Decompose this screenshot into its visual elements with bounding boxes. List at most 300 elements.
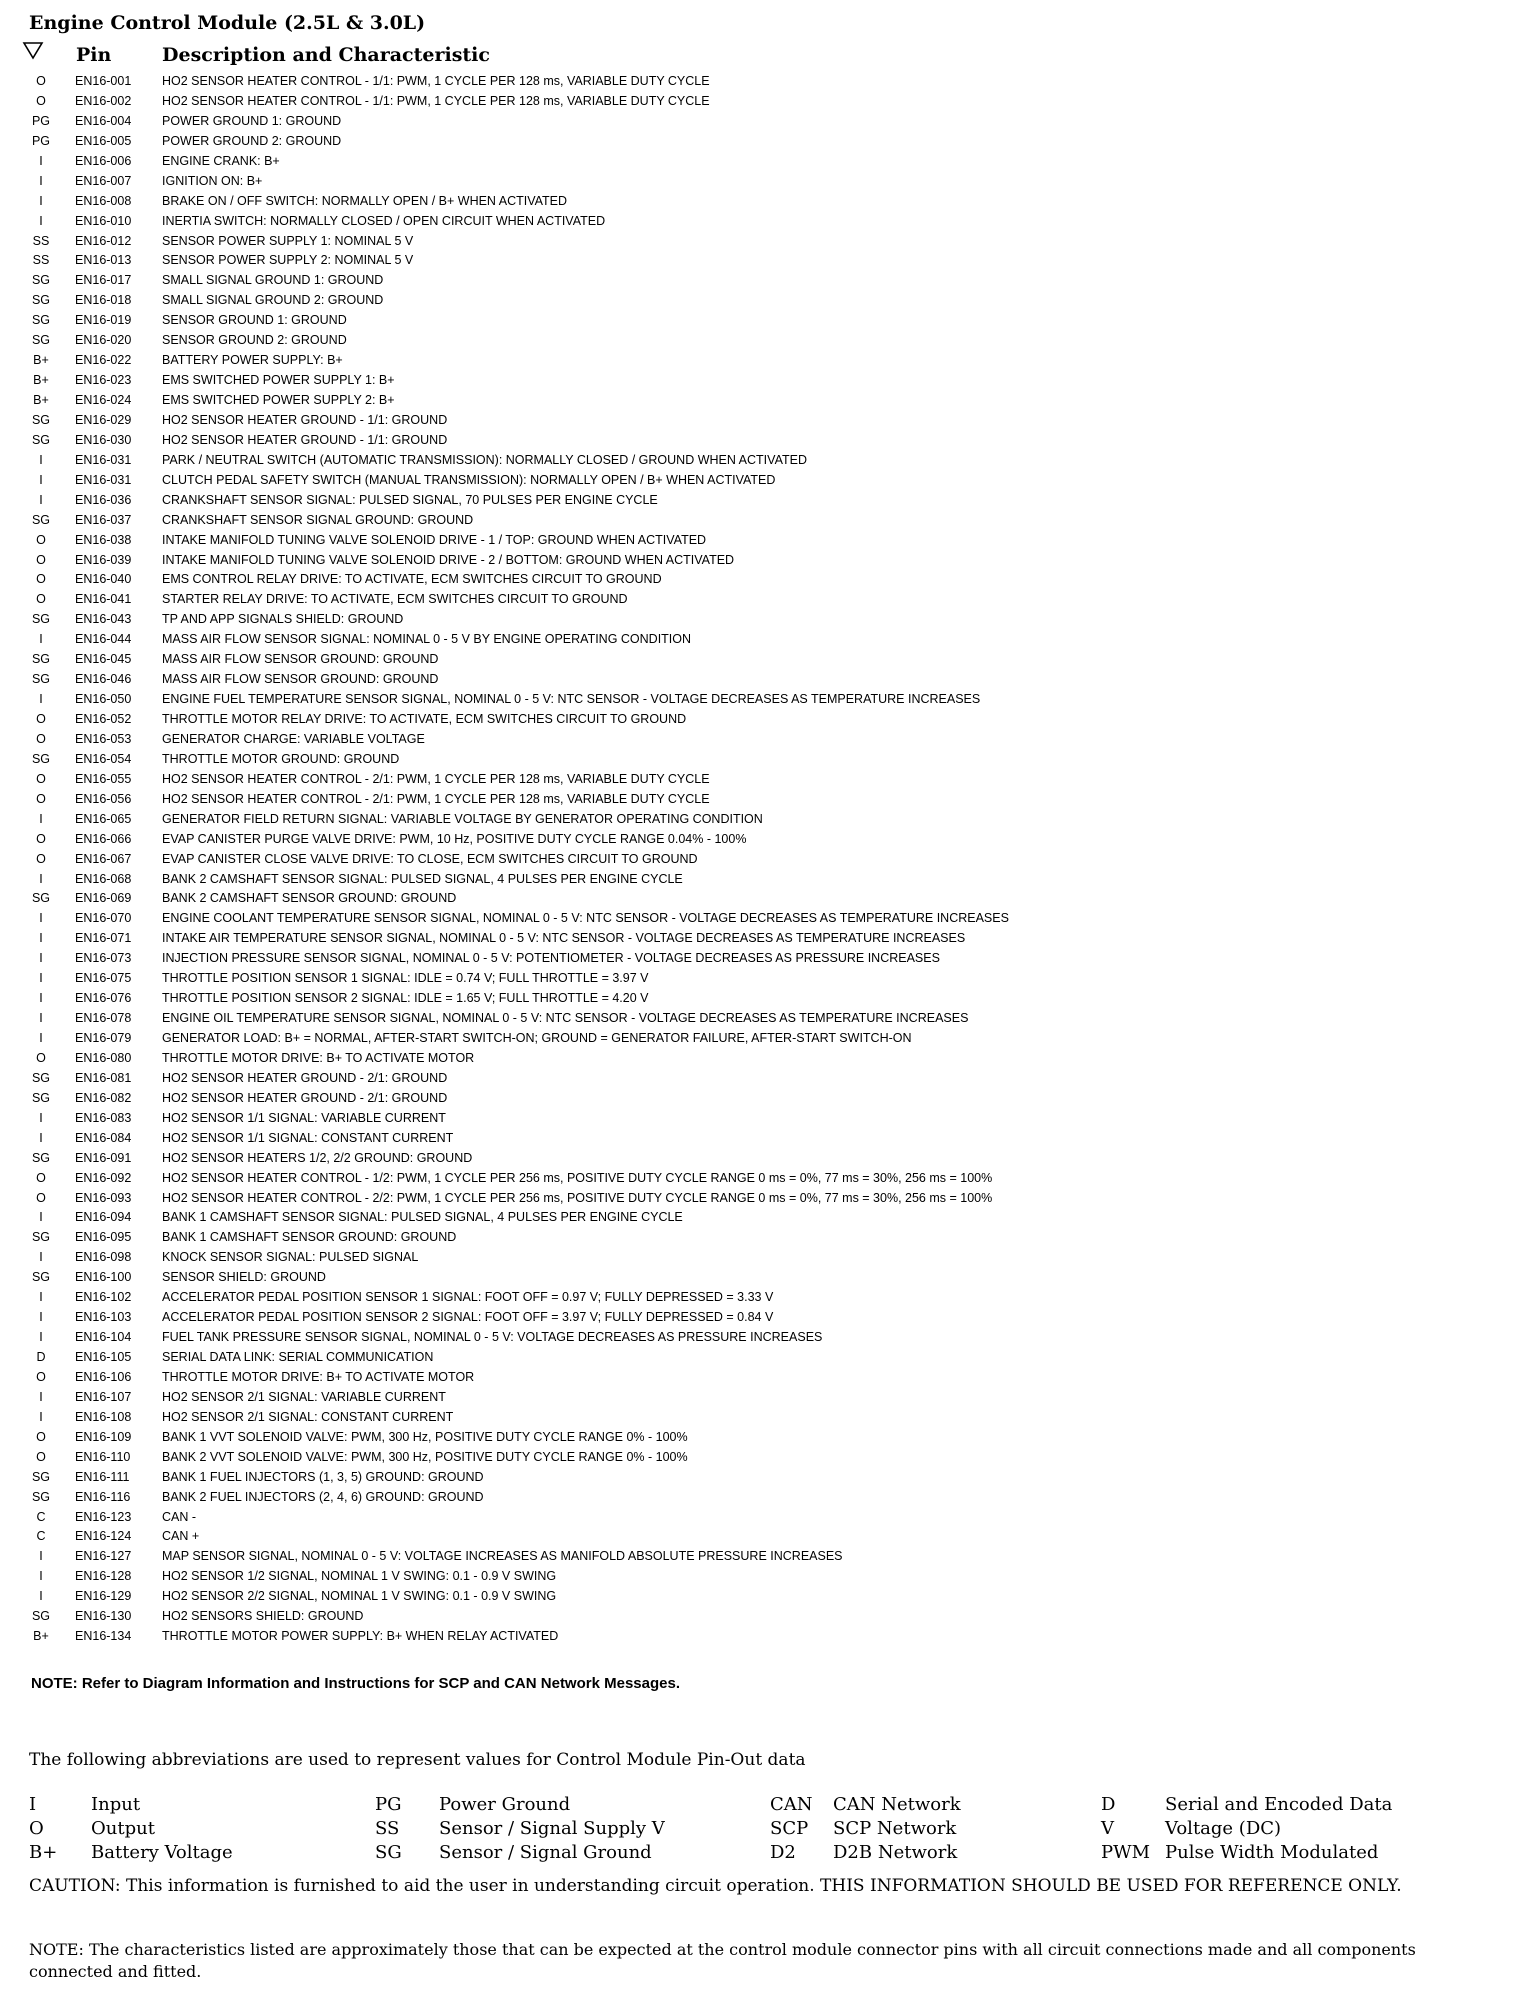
table-row xyxy=(0,1547,1520,1567)
pin-description: EVAP CANISTER PURGE VALVE DRIVE: PWM, 10 Hz, POSITIVE DUTY CYCLE RANGE 0.04% - 100% xyxy=(162,831,747,846)
table-row xyxy=(0,172,1520,192)
pin-number: EN16-031 xyxy=(75,472,132,487)
pin-type-code: B+ xyxy=(33,1629,49,1644)
pin-type-code: I xyxy=(39,1569,43,1584)
abbr-code: D xyxy=(1101,1794,1116,1815)
table-row xyxy=(0,1129,1520,1149)
pin-description: EVAP CANISTER CLOSE VALVE DRIVE: TO CLOSE, ECM SWITCHES CIRCUIT TO GROUND xyxy=(162,851,698,866)
pin-description: SENSOR POWER SUPPLY 2: NOMINAL 5 V xyxy=(162,253,414,268)
pin-type-code: I xyxy=(39,1549,43,1564)
pin-type-code: I xyxy=(39,632,43,647)
pin-type-code: I xyxy=(39,452,43,467)
table-row xyxy=(0,491,1520,511)
pin-number: EN16-017 xyxy=(75,273,132,288)
pin-type-code: I xyxy=(39,1389,43,1404)
pin-number: EN16-056 xyxy=(75,791,132,806)
pin-number: EN16-092 xyxy=(75,1170,132,1185)
abbr-meaning: Power Ground xyxy=(439,1794,571,1815)
table-row xyxy=(0,1567,1520,1587)
table-row xyxy=(0,92,1520,112)
pin-type-code: SG xyxy=(31,1150,51,1165)
pin-type-code: O xyxy=(36,1369,46,1384)
pin-description: HO2 SENSOR 2/1 SIGNAL: VARIABLE CURRENT xyxy=(162,1389,446,1404)
pin-type-code: O xyxy=(36,74,46,88)
abbr-code: D2 xyxy=(770,1842,796,1863)
pin-number: EN16-041 xyxy=(75,592,132,607)
pin-type-code: I xyxy=(39,1031,43,1045)
pin-description: HO2 SENSOR HEATERS 1/2, 2/2 GROUND: GROUND xyxy=(162,1150,473,1165)
pin-description: ENGINE FUEL TEMPERATURE SENSOR SIGNAL, NOMINAL 0 - 5 V: NTC SENSOR - VOLTAGE DECREASES AS TEMPERATURE INCREASES xyxy=(162,692,981,707)
pin-number: EN16-020 xyxy=(75,333,132,348)
pin-description: HO2 SENSOR HEATER GROUND - 1/1: GROUND xyxy=(162,412,448,427)
pin-description: INTAKE MANIFOLD TUNING VALVE SOLENOID DRIVE - 2 / BOTTOM: GROUND WHEN ACTIVATED xyxy=(162,552,735,567)
abbr-code: SS xyxy=(375,1818,400,1839)
table-row xyxy=(0,1228,1520,1248)
table-row xyxy=(0,750,1520,770)
table-row xyxy=(0,1428,1520,1448)
pin-number: EN16-128 xyxy=(75,1569,132,1584)
table-row xyxy=(0,570,1520,590)
pin-description: CAN + xyxy=(162,1529,200,1544)
pin-number: EN16-012 xyxy=(75,233,132,248)
pin-description: HO2 SENSOR 2/1 SIGNAL: CONSTANT CURRENT xyxy=(162,1409,454,1424)
table-row xyxy=(0,311,1520,331)
table-row xyxy=(0,1069,1520,1089)
pin-description: THROTTLE POSITION SENSOR 2 SIGNAL: IDLE = 1.65 V; FULL THROTTLE = 4.20 V xyxy=(162,991,649,1006)
pin-number: EN16-104 xyxy=(75,1330,132,1345)
table-row xyxy=(0,1348,1520,1368)
table-row xyxy=(0,730,1520,750)
pin-number: EN16-127 xyxy=(75,1549,132,1564)
pin-description: THROTTLE POSITION SENSOR 1 SIGNAL: IDLE = 0.74 V; FULL THROTTLE = 3.97 V xyxy=(162,971,649,986)
pin-description: ENGINE CRANK: B+ xyxy=(162,153,280,168)
pin-type-code: SG xyxy=(31,412,51,427)
table-row xyxy=(0,810,1520,830)
pin-number: EN16-040 xyxy=(75,572,132,587)
pin-number: EN16-067 xyxy=(75,851,132,866)
pin-type-code: O xyxy=(36,771,46,786)
pin-number: EN16-030 xyxy=(75,432,132,447)
pin-number: EN16-093 xyxy=(75,1190,132,1205)
pin-number: EN16-053 xyxy=(75,731,132,746)
table-row xyxy=(0,650,1520,670)
abbr-meaning: Input xyxy=(91,1794,141,1815)
table-row xyxy=(0,1169,1520,1189)
pin-description: IGNITION ON: B+ xyxy=(162,173,263,188)
pin-type-code: O xyxy=(36,552,46,567)
table-row xyxy=(0,1527,1520,1547)
network-note: NOTE: Refer to Diagram Information and Instructions for SCP and CAN Network Messages. xyxy=(31,1675,680,1692)
table-row xyxy=(0,1388,1520,1408)
pin-number: EN16-008 xyxy=(75,193,132,208)
pin-type-code: O xyxy=(36,712,46,726)
abbr-meaning: SCP Network xyxy=(833,1818,957,1839)
pin-description: BANK 2 CAMSHAFT SENSOR SIGNAL: PULSED SIGNAL, 4 PULSES PER ENGINE CYCLE xyxy=(162,871,683,886)
table-row xyxy=(0,351,1520,371)
pin-description: BANK 2 FUEL INJECTORS (2, 4, 6) GROUND: GROUND xyxy=(162,1489,484,1504)
pin-type-code: I xyxy=(39,971,43,986)
pin-type-code: SG xyxy=(31,891,51,906)
pin-number: EN16-023 xyxy=(75,373,132,388)
table-row xyxy=(0,1149,1520,1169)
pin-number: EN16-052 xyxy=(75,712,132,726)
pin-number: EN16-068 xyxy=(75,871,132,886)
pin-description: HO2 SENSOR HEATER GROUND - 2/1: GROUND xyxy=(162,1090,448,1105)
pin-type-code: I xyxy=(39,692,43,707)
pin-description: SMALL SIGNAL GROUND 2: GROUND xyxy=(162,293,384,308)
pin-type-code: I xyxy=(39,931,43,946)
pin-number: EN16-070 xyxy=(75,911,132,926)
table-row xyxy=(0,870,1520,890)
table-row xyxy=(0,630,1520,650)
pin-number: EN16-075 xyxy=(75,971,132,986)
table-row xyxy=(0,790,1520,810)
pin-description: CAN - xyxy=(162,1509,197,1524)
table-row xyxy=(0,1587,1520,1607)
pin-number: EN16-091 xyxy=(75,1150,132,1165)
pin-type-code: O xyxy=(36,1429,46,1444)
abbr-meaning: Sensor / Signal Supply V xyxy=(439,1818,665,1839)
pin-number: EN16-124 xyxy=(75,1529,132,1544)
pin-type-code: I xyxy=(39,991,43,1006)
table-row xyxy=(0,271,1520,291)
abbr-meaning: Pulse Width Modulated xyxy=(1165,1842,1379,1863)
pin-type-code: O xyxy=(36,1170,46,1185)
pin-type-code: SG xyxy=(31,1090,51,1105)
abbr-code: I xyxy=(29,1794,37,1815)
pin-description: HO2 SENSOR HEATER GROUND - 2/1: GROUND xyxy=(162,1070,448,1085)
abbr-code: V xyxy=(1101,1818,1114,1839)
pin-table xyxy=(0,72,1520,1647)
pin-description: SENSOR GROUND 1: GROUND xyxy=(162,313,347,328)
table-row xyxy=(0,1288,1520,1308)
table-row xyxy=(0,1408,1520,1428)
table-row xyxy=(0,1268,1520,1288)
pin-description: STARTER RELAY DRIVE: TO ACTIVATE, ECM SWITCHES CIRCUIT TO GROUND xyxy=(162,592,628,607)
pin-type-code: SG xyxy=(31,612,51,627)
pin-type-code: I xyxy=(39,1330,43,1345)
pin-number: EN16-076 xyxy=(75,991,132,1006)
column-header-pin: Pin xyxy=(76,44,112,66)
pin-description: TP AND APP SIGNALS SHIELD: GROUND xyxy=(162,612,404,627)
pin-description: ACCELERATOR PEDAL POSITION SENSOR 1 SIGNAL: FOOT OFF = 0.97 V; FULLY DEPRESSED = 3.33 V xyxy=(162,1290,774,1305)
pin-number: EN16-083 xyxy=(75,1110,132,1125)
table-row xyxy=(0,331,1520,351)
pin-number: EN16-110 xyxy=(75,1449,131,1464)
pin-type-code: SG xyxy=(31,672,51,687)
pin-type-code: SG xyxy=(31,1230,51,1245)
pin-number: EN16-029 xyxy=(75,412,132,427)
pin-number: EN16-123 xyxy=(75,1509,132,1524)
pin-type-code: I xyxy=(39,153,43,168)
pin-type-code: SG xyxy=(31,432,51,447)
table-row xyxy=(0,371,1520,391)
abbr-meaning: Battery Voltage xyxy=(91,1842,233,1863)
table-row xyxy=(0,710,1520,730)
pin-description: BANK 1 FUEL INJECTORS (1, 3, 5) GROUND: GROUND xyxy=(162,1469,484,1484)
pin-number: EN16-100 xyxy=(75,1270,132,1285)
pin-number: EN16-080 xyxy=(75,1050,132,1065)
pin-description: THROTTLE MOTOR DRIVE: B+ TO ACTIVATE MOTOR xyxy=(162,1369,475,1384)
table-row xyxy=(0,1627,1520,1647)
table-row xyxy=(0,949,1520,969)
pin-type-code: I xyxy=(39,951,43,966)
pin-number: EN16-022 xyxy=(75,353,132,368)
table-row xyxy=(0,1248,1520,1268)
pin-type-code: SG xyxy=(31,293,51,308)
abbr-code: O xyxy=(29,1818,44,1839)
abbr-meaning: Serial and Encoded Data xyxy=(1165,1794,1393,1815)
pin-description: HO2 SENSOR HEATER CONTROL - 2/1: PWM, 1 CYCLE PER 128 ms, VARIABLE DUTY CYCLE xyxy=(162,791,710,806)
pin-type-code: O xyxy=(36,592,46,607)
pin-number: EN16-081 xyxy=(75,1070,132,1085)
pin-number: EN16-106 xyxy=(75,1369,132,1384)
pin-type-code: SS xyxy=(32,253,50,268)
abbr-meaning: Sensor / Signal Ground xyxy=(439,1842,652,1863)
pin-type-code: SG xyxy=(31,313,51,328)
pin-number: EN16-129 xyxy=(75,1589,132,1604)
table-row xyxy=(0,1448,1520,1468)
pin-description: HO2 SENSOR 1/1 SIGNAL: CONSTANT CURRENT xyxy=(162,1130,454,1145)
pin-description: HO2 SENSOR HEATER GROUND - 1/1: GROUND xyxy=(162,432,448,447)
pin-number: EN16-103 xyxy=(75,1310,132,1325)
pin-description: EMS CONTROL RELAY DRIVE: TO ACTIVATE, ECM SWITCHES CIRCUIT TO GROUND xyxy=(162,572,662,587)
pin-description: BATTERY POWER SUPPLY: B+ xyxy=(162,353,343,368)
pin-type-code: B+ xyxy=(33,353,49,368)
pin-number: EN16-078 xyxy=(75,1011,132,1026)
pin-number: EN16-102 xyxy=(75,1290,132,1305)
pin-description: CRANKSHAFT SENSOR SIGNAL: PULSED SIGNAL, 70 PULSES PER ENGINE CYCLE xyxy=(162,492,658,507)
pin-description: GENERATOR LOAD: B+ = NORMAL, AFTER-START SWITCH-ON; GROUND = GENERATOR FAILURE, AFTER-START SWITCH-ON xyxy=(162,1031,912,1045)
pin-type-code: B+ xyxy=(33,393,49,407)
table-row xyxy=(0,1009,1520,1029)
pin-number: EN16-071 xyxy=(75,931,132,946)
pin-type-code: I xyxy=(39,492,43,507)
table-row xyxy=(0,770,1520,790)
pin-description: KNOCK SENSOR SIGNAL: PULSED SIGNAL xyxy=(162,1250,419,1265)
pin-description: THROTTLE MOTOR DRIVE: B+ TO ACTIVATE MOTOR xyxy=(162,1050,475,1065)
pin-number: EN16-111 xyxy=(75,1469,130,1484)
pin-number: EN16-050 xyxy=(75,692,132,707)
pin-type-code: I xyxy=(39,911,43,926)
abbr-code: B+ xyxy=(29,1842,58,1863)
table-row xyxy=(0,1109,1520,1129)
pin-description: HO2 SENSOR HEATER CONTROL - 2/2: PWM, 1 CYCLE PER 256 ms, POSITIVE DUTY CYCLE RANGE 0 ms = 0%, 77 ms = 30%, 256 ms = 100% xyxy=(162,1190,993,1205)
table-row xyxy=(0,1368,1520,1388)
pin-type-code: SG xyxy=(31,751,51,766)
pin-description: SENSOR POWER SUPPLY 1: NOMINAL 5 V xyxy=(162,233,414,248)
pin-number: EN16-005 xyxy=(75,133,132,148)
pin-type-code: I xyxy=(39,1589,43,1604)
pin-number: EN16-044 xyxy=(75,632,132,647)
pin-type-code: PG xyxy=(31,113,51,128)
pin-number: EN16-094 xyxy=(75,1210,132,1225)
pin-number: EN16-109 xyxy=(75,1429,132,1444)
table-row xyxy=(0,1308,1520,1328)
pin-description: MAP SENSOR SIGNAL, NOMINAL 0 - 5 V: VOLTAGE INCREASES AS MANIFOLD ABSOLUTE PRESSURE INCREASES xyxy=(162,1549,843,1564)
pin-description: HO2 SENSOR 1/1 SIGNAL: VARIABLE CURRENT xyxy=(162,1110,446,1125)
pin-description: GENERATOR CHARGE: VARIABLE VOLTAGE xyxy=(162,731,425,746)
table-row xyxy=(0,551,1520,571)
table-row xyxy=(0,72,1520,92)
pin-number: EN16-001 xyxy=(75,74,132,88)
pin-type-code: I xyxy=(39,1290,43,1305)
pin-description: BANK 1 VVT SOLENOID VALVE: PWM, 300 Hz, POSITIVE DUTY CYCLE RANGE 0% - 100% xyxy=(162,1429,688,1444)
pin-type-code: SG xyxy=(31,1070,51,1085)
pin-type-code: SS xyxy=(32,233,50,248)
pin-number: EN16-105 xyxy=(75,1350,132,1364)
pin-description: THROTTLE MOTOR RELAY DRIVE: TO ACTIVATE, ECM SWITCHES CIRCUIT TO GROUND xyxy=(162,712,687,726)
table-row xyxy=(0,610,1520,630)
pin-type-code: SG xyxy=(31,1609,51,1624)
pin-description: GENERATOR FIELD RETURN SIGNAL: VARIABLE VOLTAGE BY GENERATOR OPERATING CONDITION xyxy=(162,811,763,826)
abbr-code: PG xyxy=(375,1794,402,1815)
pin-description: HO2 SENSOR 2/2 SIGNAL, NOMINAL 1 V SWING: 0.1 - 0.9 V SWING xyxy=(162,1589,557,1604)
pin-number: EN16-006 xyxy=(75,153,132,168)
pin-type-code: O xyxy=(36,532,46,547)
pin-description: INJECTION PRESSURE SENSOR SIGNAL, NOMINAL 0 - 5 V: POTENTIOMETER - VOLTAGE DECREASES AS PRESSURE INCREASES xyxy=(162,951,940,966)
pin-description: ENGINE COOLANT TEMPERATURE SENSOR SIGNAL, NOMINAL 0 - 5 V: NTC SENSOR - VOLTAGE DECREASES AS TEMPERATURE INCREASES xyxy=(162,911,1009,926)
pin-number: EN16-045 xyxy=(75,652,132,667)
pin-description: ACCELERATOR PEDAL POSITION SENSOR 2 SIGNAL: FOOT OFF = 3.97 V; FULLY DEPRESSED = 0.84 V xyxy=(162,1310,774,1325)
pin-description: MASS AIR FLOW SENSOR GROUND: GROUND xyxy=(162,652,439,667)
pin-type-code: O xyxy=(36,851,46,866)
pin-number: EN16-098 xyxy=(75,1250,132,1265)
table-row xyxy=(0,192,1520,212)
table-row xyxy=(0,909,1520,929)
pin-type-code: I xyxy=(39,811,43,826)
triangle-icon xyxy=(22,40,44,66)
column-header-description: Description and Characteristic xyxy=(162,44,490,66)
pin-number: EN16-004 xyxy=(75,113,132,128)
characteristics-note: NOTE: The characteristics listed are approximately those that can be expected at the control module connector pins with all circuit connections made and all components connected and fitted. xyxy=(29,1940,1416,1981)
table-row xyxy=(0,969,1520,989)
pin-type-code: SG xyxy=(31,1489,51,1504)
pin-type-code: I xyxy=(39,472,43,487)
pin-type-code: I xyxy=(39,1130,43,1145)
table-row xyxy=(0,291,1520,311)
table-row xyxy=(0,1189,1520,1209)
pin-description: HO2 SENSORS SHIELD: GROUND xyxy=(162,1609,364,1624)
table-row xyxy=(0,431,1520,451)
pin-type-code: O xyxy=(36,831,46,846)
pin-number: EN16-036 xyxy=(75,492,132,507)
pin-number: EN16-079 xyxy=(75,1031,132,1045)
pin-type-code: O xyxy=(36,572,46,587)
pin-type-code: O xyxy=(36,93,46,108)
pin-type-code: O xyxy=(36,791,46,806)
pin-number: EN16-116 xyxy=(75,1489,131,1504)
abbr-meaning: Voltage (DC) xyxy=(1165,1818,1282,1839)
table-row xyxy=(0,391,1520,411)
pin-number: EN16-073 xyxy=(75,951,132,966)
table-row xyxy=(0,989,1520,1009)
table-row xyxy=(0,451,1520,471)
pin-type-code: SG xyxy=(31,1270,51,1285)
table-row xyxy=(0,830,1520,850)
pin-number: EN16-038 xyxy=(75,532,132,547)
abbr-meaning: Output xyxy=(91,1818,155,1839)
caution-text: CAUTION: This information is furnished to aid the user in understanding circuit operation. THIS INFORMATION SHOULD BE USED FOR REFERENCE ONLY. xyxy=(29,1876,1402,1896)
pin-type-code: O xyxy=(36,1190,46,1205)
page-title: Engine Control Module (2.5L & 3.0L) xyxy=(29,12,426,34)
pin-type-code: I xyxy=(39,1110,43,1125)
pin-number: EN16-019 xyxy=(75,313,132,328)
pin-description: HO2 SENSOR HEATER CONTROL - 1/1: PWM, 1 CYCLE PER 128 ms, VARIABLE DUTY CYCLE xyxy=(162,74,710,88)
abbr-code: SG xyxy=(375,1842,402,1863)
pin-description: BANK 2 VVT SOLENOID VALVE: PWM, 300 Hz, POSITIVE DUTY CYCLE RANGE 0% - 100% xyxy=(162,1449,688,1464)
pin-number: EN16-031 xyxy=(75,452,132,467)
pin-description: HO2 SENSOR HEATER CONTROL - 1/2: PWM, 1 CYCLE PER 256 ms, POSITIVE DUTY CYCLE RANGE 0 ms = 0%, 77 ms = 30%, 256 ms = 100% xyxy=(162,1170,993,1185)
pin-type-code: C xyxy=(36,1529,46,1544)
pin-description: POWER GROUND 2: GROUND xyxy=(162,133,342,148)
pin-type-code: O xyxy=(36,1050,46,1065)
table-row xyxy=(0,1208,1520,1228)
pin-description: BANK 1 CAMSHAFT SENSOR SIGNAL: PULSED SIGNAL, 4 PULSES PER ENGINE CYCLE xyxy=(162,1210,683,1225)
pin-type-code: SG xyxy=(31,512,51,527)
pin-description: EMS SWITCHED POWER SUPPLY 2: B+ xyxy=(162,393,395,407)
pin-type-code: C xyxy=(36,1509,46,1524)
table-row xyxy=(0,1029,1520,1049)
pin-type-code: B+ xyxy=(33,373,49,388)
pin-number: EN16-039 xyxy=(75,552,132,567)
table-row xyxy=(0,232,1520,252)
pin-type-code: SG xyxy=(31,333,51,348)
pin-description: SERIAL DATA LINK: SERIAL COMMUNICATION xyxy=(162,1350,434,1364)
pin-description: THROTTLE MOTOR GROUND: GROUND xyxy=(162,751,400,766)
table-row xyxy=(0,590,1520,610)
pin-number: EN16-054 xyxy=(75,751,132,766)
pin-description: ENGINE OIL TEMPERATURE SENSOR SIGNAL, NOMINAL 0 - 5 V: NTC SENSOR - VOLTAGE DECREASES AS TEMPERATURE INCREASES xyxy=(162,1011,969,1026)
pin-type-code: I xyxy=(39,1210,43,1225)
pin-description: FUEL TANK PRESSURE SENSOR SIGNAL, NOMINAL 0 - 5 V: VOLTAGE DECREASES AS PRESSURE INCREASES xyxy=(162,1330,823,1345)
pin-type-code: I xyxy=(39,173,43,188)
pin-description: CRANKSHAFT SENSOR SIGNAL GROUND: GROUND xyxy=(162,512,474,527)
pin-description: MASS AIR FLOW SENSOR GROUND: GROUND xyxy=(162,672,439,687)
pin-number: EN16-055 xyxy=(75,771,132,786)
table-row xyxy=(0,1508,1520,1528)
pin-type-code: O xyxy=(36,1449,46,1464)
table-row xyxy=(0,670,1520,690)
pin-number: EN16-046 xyxy=(75,672,132,687)
pin-number: EN16-024 xyxy=(75,393,132,407)
pin-type-code: SG xyxy=(31,273,51,288)
abbr-code: SCP xyxy=(770,1818,809,1839)
table-row xyxy=(0,212,1520,232)
pin-type-code: I xyxy=(39,1409,43,1424)
table-row xyxy=(0,690,1520,710)
pin-description: INTAKE MANIFOLD TUNING VALVE SOLENOID DRIVE - 1 / TOP: GROUND WHEN ACTIVATED xyxy=(162,532,707,547)
pin-number: EN16-010 xyxy=(75,213,132,228)
pin-description: HO2 SENSOR HEATER CONTROL - 1/1: PWM, 1 CYCLE PER 128 ms, VARIABLE DUTY CYCLE xyxy=(162,93,710,108)
table-row xyxy=(0,531,1520,551)
pin-description: POWER GROUND 1: GROUND xyxy=(162,113,342,128)
table-row xyxy=(0,1089,1520,1109)
pin-number: EN16-095 xyxy=(75,1230,132,1245)
pin-type-code: I xyxy=(39,1310,43,1325)
table-row xyxy=(0,889,1520,909)
table-row xyxy=(0,1049,1520,1069)
table-row xyxy=(0,1468,1520,1488)
table-row xyxy=(0,251,1520,271)
pin-number: EN16-066 xyxy=(75,831,132,846)
abbr-code: PWM xyxy=(1101,1842,1151,1863)
pin-description: SMALL SIGNAL GROUND 1: GROUND xyxy=(162,273,384,288)
pin-description: BRAKE ON / OFF SWITCH: NORMALLY OPEN / B+ WHEN ACTIVATED xyxy=(162,193,568,208)
pin-number: EN16-002 xyxy=(75,93,132,108)
table-row xyxy=(0,152,1520,172)
table-row xyxy=(0,132,1520,152)
